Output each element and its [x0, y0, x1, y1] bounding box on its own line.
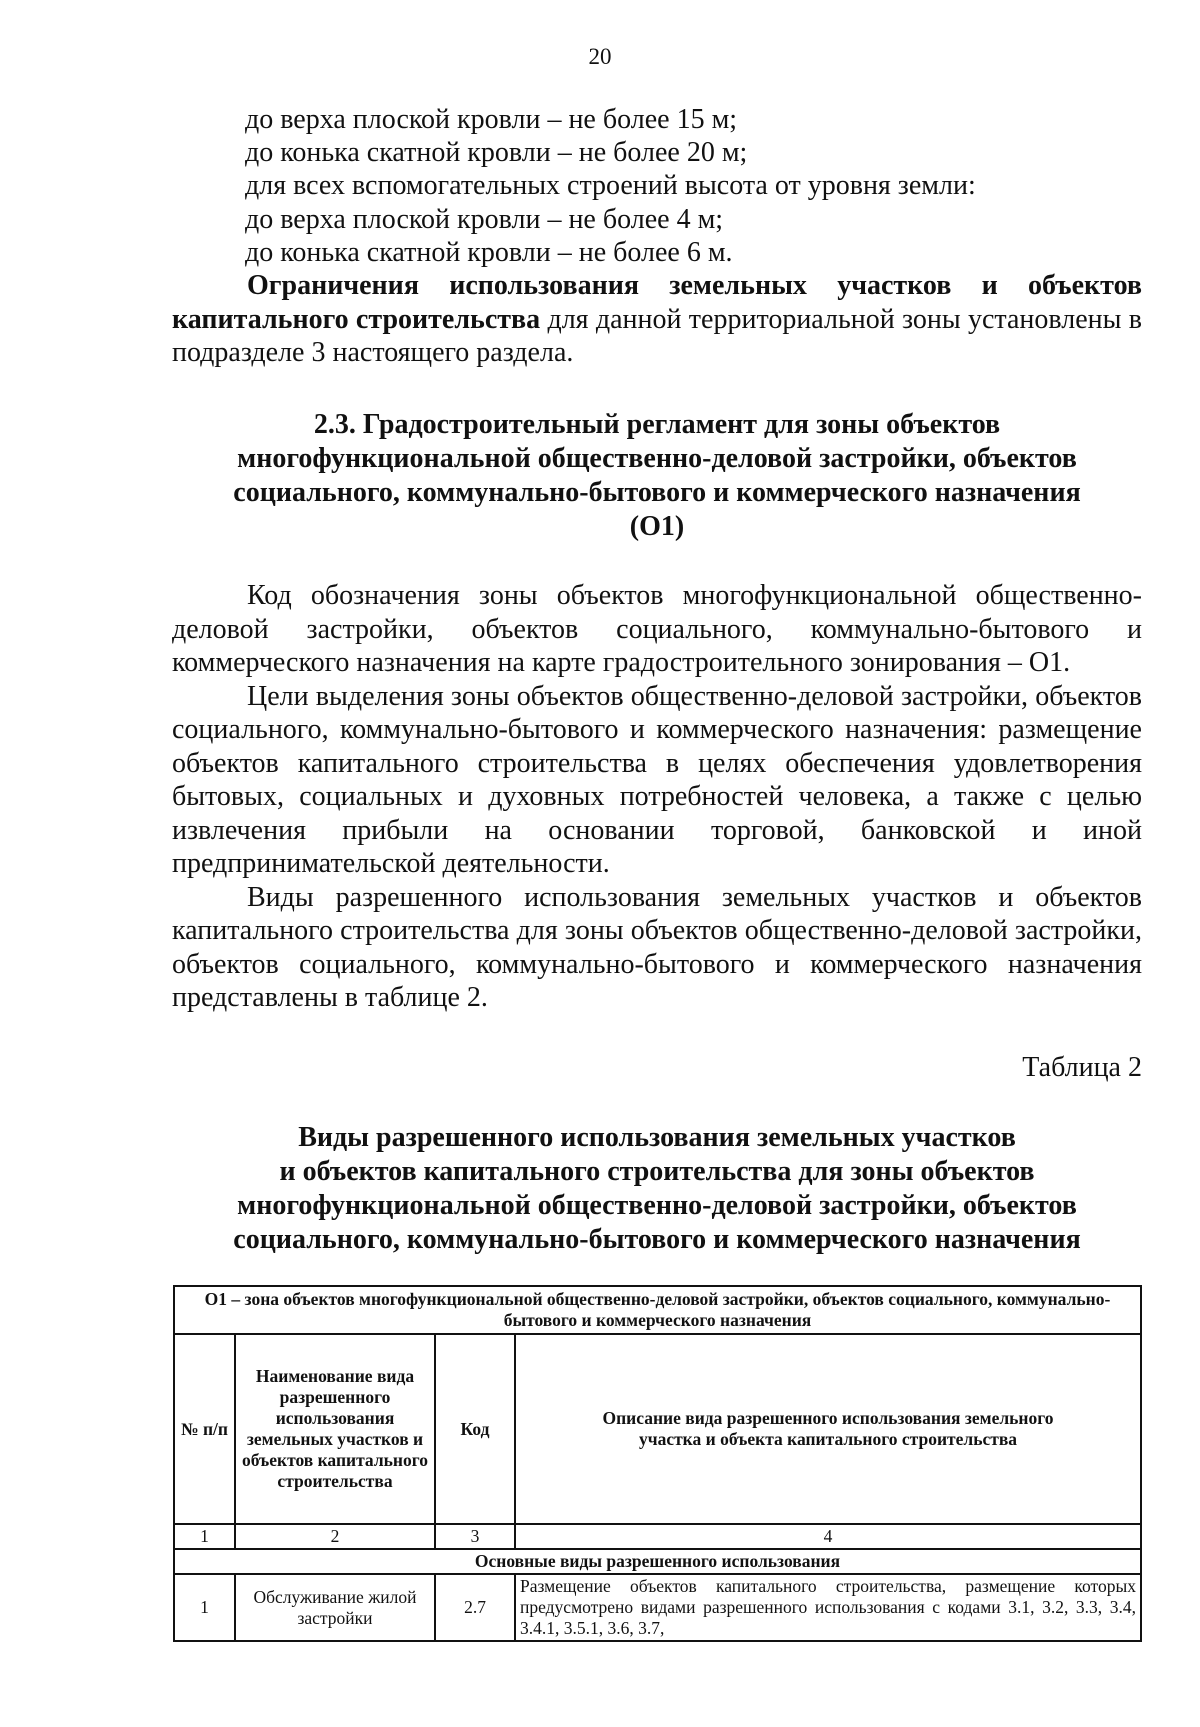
column-number-2: 2 [235, 1524, 435, 1549]
zone-header-cell: О1 – зона объектов многофункциональной общественно-деловой застройки, объектов социального, коммунально-бытового и коммерческого назначения [174, 1286, 1141, 1334]
table-label: Таблица 2 [1022, 1052, 1142, 1083]
norm-line-1: до верха плоской кровли – не более 15 м; [245, 104, 738, 135]
restriction-text: для данной территориальной зоны установлены в подразделе 3 настоящего раздела. [172, 303, 1142, 368]
permitted-uses-paragraph: Виды разрешенного использования земельных участков и объектов капитального строительства для зоны объектов общественно-деловой застройки, объектов социального, коммунально-бытового и коммерческого назначения представлены в таблице 2. [172, 881, 1142, 1013]
table-title-line-2: и объектов капитального строительства для зоны объектов [279, 1156, 1035, 1187]
column-number-4: 4 [515, 1524, 1141, 1549]
body-paragraphs [172, 579, 1142, 1015]
restriction-bold-text: Ограничения использования земельных участков и объектов капитального строительства [172, 270, 1142, 335]
table-title-line-4: социального, коммунально-бытового и коммерческого назначения [233, 1224, 1081, 1255]
permitted-uses-table [173, 1285, 1142, 1642]
norm-line-4: до верха плоской кровли – не более 4 м; [245, 204, 724, 235]
norm-line-5: до конька скатной кровли – не более 6 м. [245, 237, 733, 268]
column-header-description: Описание вида разрешенного использования земельного участка и объекта капитального строительства [515, 1334, 1141, 1524]
norm-line-3: для всех вспомогательных строений высота от уровня земли: [245, 170, 976, 201]
column-header-num: № п/п [174, 1334, 235, 1524]
section-heading-line-2: многофункциональной общественно-деловой застройки, объектов [237, 443, 1077, 474]
row-name-cell: Обслуживание жилой застройки [235, 1574, 435, 1641]
row-code-cell: 2.7 [435, 1574, 515, 1641]
zone-header-row [174, 1286, 1141, 1334]
section-heading-line-1: 2.3. Градостроительный регламент для зоны объектов [313, 409, 1001, 440]
section-heading-line-4: (О1) [629, 511, 685, 542]
column-header-name: Наименование вида разрешенного использования земельных участков и объектов капитального строительства [235, 1334, 435, 1524]
column-header-code: Код [435, 1334, 515, 1524]
section-heading [172, 408, 1142, 544]
restriction-paragraph [172, 269, 1142, 370]
table-title-line-3: многофункциональной общественно-деловой застройки, объектов [237, 1190, 1077, 1221]
section-heading-line-3: социального, коммунально-бытового и коммерческого назначения [233, 477, 1081, 508]
page-number: 20 [588, 44, 612, 69]
section-row [174, 1549, 1141, 1574]
section-row-cell: Основные виды разрешенного использования [174, 1549, 1141, 1574]
column-header-row [174, 1334, 1141, 1524]
column-number-1: 1 [174, 1524, 235, 1549]
table-title-line-1: Виды разрешенного использования земельных участков [298, 1122, 1016, 1153]
zone-code-paragraph: Код обозначения зоны объектов многофункциональной общественно-деловой застройки, объектов социального, коммунально-бытового и коммерческого назначения на карте градостроительного зонирования – О1. [172, 580, 1142, 678]
table-row [174, 1574, 1141, 1641]
zone-goals-paragraph: Цели выделения зоны объектов общественно-деловой застройки, объектов социального, коммунально-бытового и коммерческого назначения: размещение объектов капитального строительства в целях обеспечения удовлетворения бытовых, социальных и духовных потребностей человека, а также с целью извлечения прибыли на основании торговой, банковской и иной предпринимательской деятельности. [172, 680, 1142, 879]
column-number-3: 3 [435, 1524, 515, 1549]
norm-line-2: до конька скатной кровли – не более 20 м; [245, 137, 748, 168]
table-title [172, 1121, 1142, 1257]
row-description-cell: Размещение объектов капитального строительства, размещение которых предусмотрено видами разрешенного использования с кодами 3.1, 3.2, 3.3, 3.4, 3.4.1, 3.5.1, 3.6, 3.7, [515, 1574, 1141, 1641]
row-num-cell: 1 [174, 1574, 235, 1641]
column-number-row [174, 1524, 1141, 1549]
